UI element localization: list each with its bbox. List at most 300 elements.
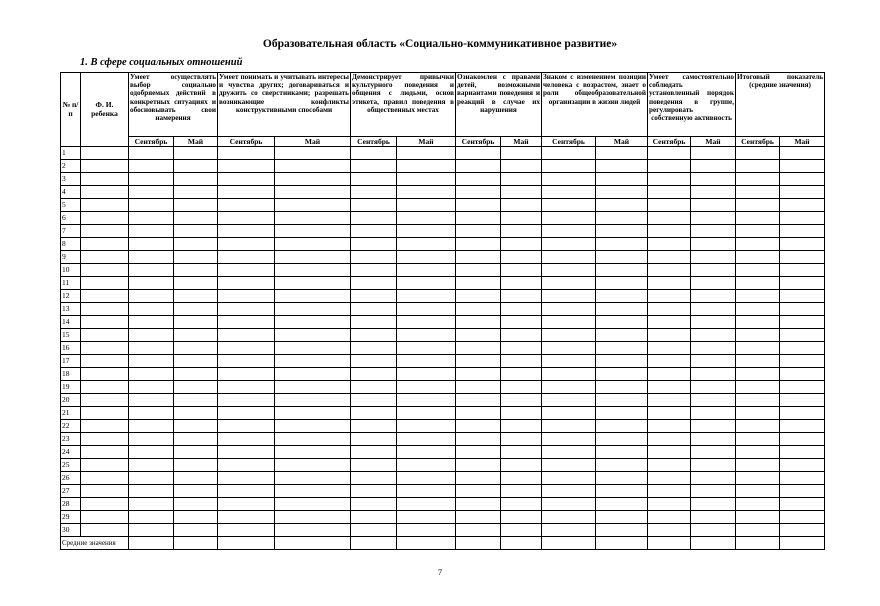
score-cell[interactable] (691, 329, 736, 342)
score-cell[interactable] (129, 381, 174, 394)
score-cell[interactable] (691, 420, 736, 433)
score-cell[interactable] (691, 342, 736, 355)
score-cell[interactable] (691, 173, 736, 186)
score-cell[interactable] (218, 316, 275, 329)
score-cell[interactable] (736, 290, 780, 303)
score-cell[interactable] (691, 407, 736, 420)
score-cell[interactable] (218, 186, 275, 199)
score-cell[interactable] (596, 459, 648, 472)
score-cell[interactable] (397, 316, 456, 329)
score-cell[interactable] (542, 524, 596, 537)
score-cell[interactable] (501, 472, 542, 485)
score-cell[interactable] (397, 498, 456, 511)
score-cell[interactable] (542, 290, 596, 303)
average-cell[interactable] (780, 537, 825, 550)
score-cell[interactable] (129, 459, 174, 472)
score-cell[interactable] (648, 225, 691, 238)
score-cell[interactable] (129, 212, 174, 225)
score-cell[interactable] (501, 173, 542, 186)
score-cell[interactable] (648, 511, 691, 524)
score-cell[interactable] (129, 485, 174, 498)
score-cell[interactable] (397, 199, 456, 212)
score-cell[interactable] (596, 160, 648, 173)
score-cell[interactable] (129, 160, 174, 173)
score-cell[interactable] (397, 342, 456, 355)
score-cell[interactable] (351, 264, 397, 277)
score-cell[interactable] (542, 225, 596, 238)
score-cell[interactable] (780, 251, 825, 264)
score-cell[interactable] (736, 199, 780, 212)
score-cell[interactable] (736, 160, 780, 173)
score-cell[interactable] (174, 173, 218, 186)
score-cell[interactable] (174, 186, 218, 199)
score-cell[interactable] (736, 212, 780, 225)
score-cell[interactable] (129, 342, 174, 355)
score-cell[interactable] (456, 342, 501, 355)
average-cell[interactable] (218, 537, 275, 550)
average-cell[interactable] (456, 537, 501, 550)
score-cell[interactable] (174, 511, 218, 524)
score-cell[interactable] (736, 316, 780, 329)
score-cell[interactable] (351, 472, 397, 485)
score-cell[interactable] (736, 238, 780, 251)
score-cell[interactable] (218, 472, 275, 485)
score-cell[interactable] (648, 459, 691, 472)
score-cell[interactable] (596, 394, 648, 407)
score-cell[interactable] (397, 355, 456, 368)
score-cell[interactable] (736, 394, 780, 407)
score-cell[interactable] (456, 316, 501, 329)
score-cell[interactable] (596, 511, 648, 524)
score-cell[interactable] (542, 238, 596, 251)
score-cell[interactable] (397, 277, 456, 290)
child-name-cell[interactable] (81, 355, 129, 368)
score-cell[interactable] (218, 173, 275, 186)
score-cell[interactable] (501, 160, 542, 173)
score-cell[interactable] (648, 355, 691, 368)
score-cell[interactable] (691, 225, 736, 238)
score-cell[interactable] (691, 498, 736, 511)
child-name-cell[interactable] (81, 212, 129, 225)
score-cell[interactable] (351, 433, 397, 446)
score-cell[interactable] (275, 524, 351, 537)
score-cell[interactable] (596, 381, 648, 394)
score-cell[interactable] (780, 407, 825, 420)
score-cell[interactable] (780, 277, 825, 290)
score-cell[interactable] (218, 524, 275, 537)
score-cell[interactable] (691, 446, 736, 459)
child-name-cell[interactable] (81, 238, 129, 251)
score-cell[interactable] (351, 511, 397, 524)
score-cell[interactable] (174, 368, 218, 381)
score-cell[interactable] (780, 173, 825, 186)
score-cell[interactable] (351, 303, 397, 316)
score-cell[interactable] (691, 433, 736, 446)
score-cell[interactable] (596, 407, 648, 420)
score-cell[interactable] (648, 394, 691, 407)
score-cell[interactable] (174, 264, 218, 277)
score-cell[interactable] (780, 316, 825, 329)
score-cell[interactable] (351, 394, 397, 407)
score-cell[interactable] (691, 186, 736, 199)
score-cell[interactable] (736, 251, 780, 264)
score-cell[interactable] (174, 303, 218, 316)
child-name-cell[interactable] (81, 316, 129, 329)
score-cell[interactable] (456, 407, 501, 420)
score-cell[interactable] (501, 290, 542, 303)
score-cell[interactable] (174, 485, 218, 498)
score-cell[interactable] (129, 394, 174, 407)
score-cell[interactable] (456, 472, 501, 485)
score-cell[interactable] (780, 459, 825, 472)
score-cell[interactable] (780, 238, 825, 251)
score-cell[interactable] (456, 459, 501, 472)
score-cell[interactable] (648, 199, 691, 212)
score-cell[interactable] (648, 433, 691, 446)
score-cell[interactable] (456, 186, 501, 199)
score-cell[interactable] (397, 186, 456, 199)
score-cell[interactable] (736, 264, 780, 277)
score-cell[interactable] (275, 368, 351, 381)
score-cell[interactable] (351, 342, 397, 355)
score-cell[interactable] (174, 459, 218, 472)
score-cell[interactable] (129, 368, 174, 381)
score-cell[interactable] (691, 277, 736, 290)
score-cell[interactable] (542, 160, 596, 173)
score-cell[interactable] (456, 485, 501, 498)
score-cell[interactable] (275, 290, 351, 303)
score-cell[interactable] (501, 498, 542, 511)
score-cell[interactable] (275, 459, 351, 472)
score-cell[interactable] (780, 355, 825, 368)
score-cell[interactable] (542, 212, 596, 225)
score-cell[interactable] (501, 277, 542, 290)
score-cell[interactable] (648, 316, 691, 329)
score-cell[interactable] (648, 303, 691, 316)
score-cell[interactable] (351, 290, 397, 303)
score-cell[interactable] (542, 459, 596, 472)
score-cell[interactable] (736, 524, 780, 537)
score-cell[interactable] (397, 238, 456, 251)
score-cell[interactable] (456, 290, 501, 303)
average-cell[interactable] (542, 537, 596, 550)
score-cell[interactable] (456, 212, 501, 225)
score-cell[interactable] (691, 212, 736, 225)
average-cell[interactable] (174, 537, 218, 550)
score-cell[interactable] (501, 394, 542, 407)
score-cell[interactable] (596, 290, 648, 303)
score-cell[interactable] (218, 355, 275, 368)
score-cell[interactable] (456, 355, 501, 368)
average-cell[interactable] (501, 537, 542, 550)
score-cell[interactable] (456, 173, 501, 186)
score-cell[interactable] (542, 368, 596, 381)
score-cell[interactable] (275, 342, 351, 355)
score-cell[interactable] (780, 290, 825, 303)
score-cell[interactable] (275, 355, 351, 368)
score-cell[interactable] (275, 147, 351, 160)
score-cell[interactable] (351, 355, 397, 368)
score-cell[interactable] (275, 277, 351, 290)
score-cell[interactable] (218, 303, 275, 316)
score-cell[interactable] (542, 446, 596, 459)
score-cell[interactable] (456, 199, 501, 212)
score-cell[interactable] (736, 329, 780, 342)
score-cell[interactable] (501, 433, 542, 446)
score-cell[interactable] (275, 433, 351, 446)
score-cell[interactable] (648, 212, 691, 225)
average-cell[interactable] (736, 537, 780, 550)
score-cell[interactable] (275, 212, 351, 225)
score-cell[interactable] (542, 316, 596, 329)
score-cell[interactable] (691, 485, 736, 498)
child-name-cell[interactable] (81, 446, 129, 459)
score-cell[interactable] (129, 316, 174, 329)
score-cell[interactable] (218, 238, 275, 251)
score-cell[interactable] (456, 511, 501, 524)
score-cell[interactable] (218, 420, 275, 433)
score-cell[interactable] (648, 173, 691, 186)
score-cell[interactable] (596, 472, 648, 485)
score-cell[interactable] (174, 355, 218, 368)
score-cell[interactable] (174, 381, 218, 394)
score-cell[interactable] (542, 186, 596, 199)
score-cell[interactable] (501, 251, 542, 264)
score-cell[interactable] (691, 290, 736, 303)
score-cell[interactable] (456, 329, 501, 342)
score-cell[interactable] (351, 277, 397, 290)
score-cell[interactable] (501, 524, 542, 537)
score-cell[interactable] (596, 186, 648, 199)
score-cell[interactable] (397, 472, 456, 485)
score-cell[interactable] (596, 485, 648, 498)
score-cell[interactable] (218, 147, 275, 160)
score-cell[interactable] (218, 459, 275, 472)
average-cell[interactable] (275, 537, 351, 550)
child-name-cell[interactable] (81, 511, 129, 524)
child-name-cell[interactable] (81, 524, 129, 537)
score-cell[interactable] (780, 212, 825, 225)
score-cell[interactable] (397, 173, 456, 186)
score-cell[interactable] (542, 251, 596, 264)
score-cell[interactable] (596, 173, 648, 186)
score-cell[interactable] (218, 498, 275, 511)
score-cell[interactable] (780, 511, 825, 524)
score-cell[interactable] (542, 433, 596, 446)
average-cell[interactable] (596, 537, 648, 550)
score-cell[interactable] (456, 446, 501, 459)
score-cell[interactable] (397, 459, 456, 472)
score-cell[interactable] (174, 290, 218, 303)
score-cell[interactable] (275, 225, 351, 238)
score-cell[interactable] (275, 485, 351, 498)
score-cell[interactable] (275, 238, 351, 251)
score-cell[interactable] (275, 394, 351, 407)
score-cell[interactable] (736, 173, 780, 186)
score-cell[interactable] (780, 329, 825, 342)
score-cell[interactable] (129, 147, 174, 160)
average-cell[interactable] (397, 537, 456, 550)
score-cell[interactable] (691, 316, 736, 329)
score-cell[interactable] (736, 147, 780, 160)
average-cell[interactable] (129, 537, 174, 550)
score-cell[interactable] (351, 186, 397, 199)
score-cell[interactable] (596, 225, 648, 238)
score-cell[interactable] (351, 160, 397, 173)
score-cell[interactable] (397, 394, 456, 407)
score-cell[interactable] (596, 342, 648, 355)
score-cell[interactable] (736, 186, 780, 199)
score-cell[interactable] (456, 420, 501, 433)
score-cell[interactable] (174, 277, 218, 290)
score-cell[interactable] (648, 329, 691, 342)
score-cell[interactable] (456, 303, 501, 316)
child-name-cell[interactable] (81, 147, 129, 160)
score-cell[interactable] (351, 459, 397, 472)
score-cell[interactable] (542, 329, 596, 342)
score-cell[interactable] (542, 342, 596, 355)
score-cell[interactable] (351, 368, 397, 381)
score-cell[interactable] (736, 355, 780, 368)
score-cell[interactable] (174, 199, 218, 212)
score-cell[interactable] (596, 368, 648, 381)
score-cell[interactable] (129, 498, 174, 511)
score-cell[interactable] (596, 446, 648, 459)
score-cell[interactable] (736, 407, 780, 420)
score-cell[interactable] (501, 212, 542, 225)
score-cell[interactable] (218, 329, 275, 342)
score-cell[interactable] (129, 433, 174, 446)
score-cell[interactable] (648, 524, 691, 537)
score-cell[interactable] (780, 524, 825, 537)
score-cell[interactable] (542, 264, 596, 277)
score-cell[interactable] (174, 524, 218, 537)
score-cell[interactable] (456, 147, 501, 160)
score-cell[interactable] (174, 238, 218, 251)
score-cell[interactable] (780, 472, 825, 485)
score-cell[interactable] (351, 225, 397, 238)
score-cell[interactable] (397, 251, 456, 264)
score-cell[interactable] (780, 498, 825, 511)
score-cell[interactable] (648, 290, 691, 303)
score-cell[interactable] (736, 420, 780, 433)
score-cell[interactable] (174, 433, 218, 446)
score-cell[interactable] (129, 225, 174, 238)
score-cell[interactable] (218, 485, 275, 498)
average-cell[interactable] (648, 537, 691, 550)
score-cell[interactable] (397, 225, 456, 238)
score-cell[interactable] (397, 524, 456, 537)
score-cell[interactable] (456, 524, 501, 537)
score-cell[interactable] (501, 485, 542, 498)
score-cell[interactable] (691, 303, 736, 316)
score-cell[interactable] (736, 303, 780, 316)
score-cell[interactable] (596, 420, 648, 433)
score-cell[interactable] (596, 316, 648, 329)
score-cell[interactable] (780, 264, 825, 277)
score-cell[interactable] (501, 238, 542, 251)
score-cell[interactable] (736, 459, 780, 472)
score-cell[interactable] (648, 147, 691, 160)
score-cell[interactable] (691, 394, 736, 407)
score-cell[interactable] (691, 511, 736, 524)
score-cell[interactable] (218, 368, 275, 381)
score-cell[interactable] (648, 264, 691, 277)
score-cell[interactable] (596, 303, 648, 316)
score-cell[interactable] (218, 225, 275, 238)
score-cell[interactable] (275, 199, 351, 212)
score-cell[interactable] (780, 446, 825, 459)
child-name-cell[interactable] (81, 485, 129, 498)
child-name-cell[interactable] (81, 381, 129, 394)
score-cell[interactable] (542, 147, 596, 160)
score-cell[interactable] (501, 199, 542, 212)
score-cell[interactable] (397, 290, 456, 303)
score-cell[interactable] (129, 238, 174, 251)
score-cell[interactable] (648, 342, 691, 355)
score-cell[interactable] (129, 524, 174, 537)
score-cell[interactable] (129, 264, 174, 277)
score-cell[interactable] (596, 524, 648, 537)
child-name-cell[interactable] (81, 199, 129, 212)
score-cell[interactable] (648, 368, 691, 381)
score-cell[interactable] (456, 277, 501, 290)
score-cell[interactable] (218, 264, 275, 277)
score-cell[interactable] (275, 511, 351, 524)
score-cell[interactable] (218, 446, 275, 459)
score-cell[interactable] (596, 355, 648, 368)
child-name-cell[interactable] (81, 225, 129, 238)
score-cell[interactable] (174, 472, 218, 485)
score-cell[interactable] (456, 381, 501, 394)
score-cell[interactable] (648, 446, 691, 459)
score-cell[interactable] (501, 342, 542, 355)
score-cell[interactable] (648, 251, 691, 264)
score-cell[interactable] (596, 498, 648, 511)
score-cell[interactable] (780, 225, 825, 238)
score-cell[interactable] (218, 511, 275, 524)
score-cell[interactable] (174, 329, 218, 342)
score-cell[interactable] (596, 264, 648, 277)
score-cell[interactable] (397, 420, 456, 433)
score-cell[interactable] (691, 459, 736, 472)
score-cell[interactable] (691, 355, 736, 368)
score-cell[interactable] (174, 160, 218, 173)
score-cell[interactable] (648, 160, 691, 173)
score-cell[interactable] (174, 420, 218, 433)
child-name-cell[interactable] (81, 186, 129, 199)
score-cell[interactable] (456, 498, 501, 511)
score-cell[interactable] (596, 238, 648, 251)
score-cell[interactable] (351, 524, 397, 537)
score-cell[interactable] (542, 355, 596, 368)
score-cell[interactable] (501, 368, 542, 381)
score-cell[interactable] (174, 342, 218, 355)
score-cell[interactable] (736, 368, 780, 381)
score-cell[interactable] (129, 277, 174, 290)
score-cell[interactable] (736, 277, 780, 290)
score-cell[interactable] (174, 407, 218, 420)
score-cell[interactable] (218, 251, 275, 264)
score-cell[interactable] (397, 329, 456, 342)
child-name-cell[interactable] (81, 160, 129, 173)
child-name-cell[interactable] (81, 368, 129, 381)
score-cell[interactable] (596, 277, 648, 290)
score-cell[interactable] (218, 277, 275, 290)
score-cell[interactable] (174, 212, 218, 225)
score-cell[interactable] (691, 368, 736, 381)
score-cell[interactable] (780, 485, 825, 498)
